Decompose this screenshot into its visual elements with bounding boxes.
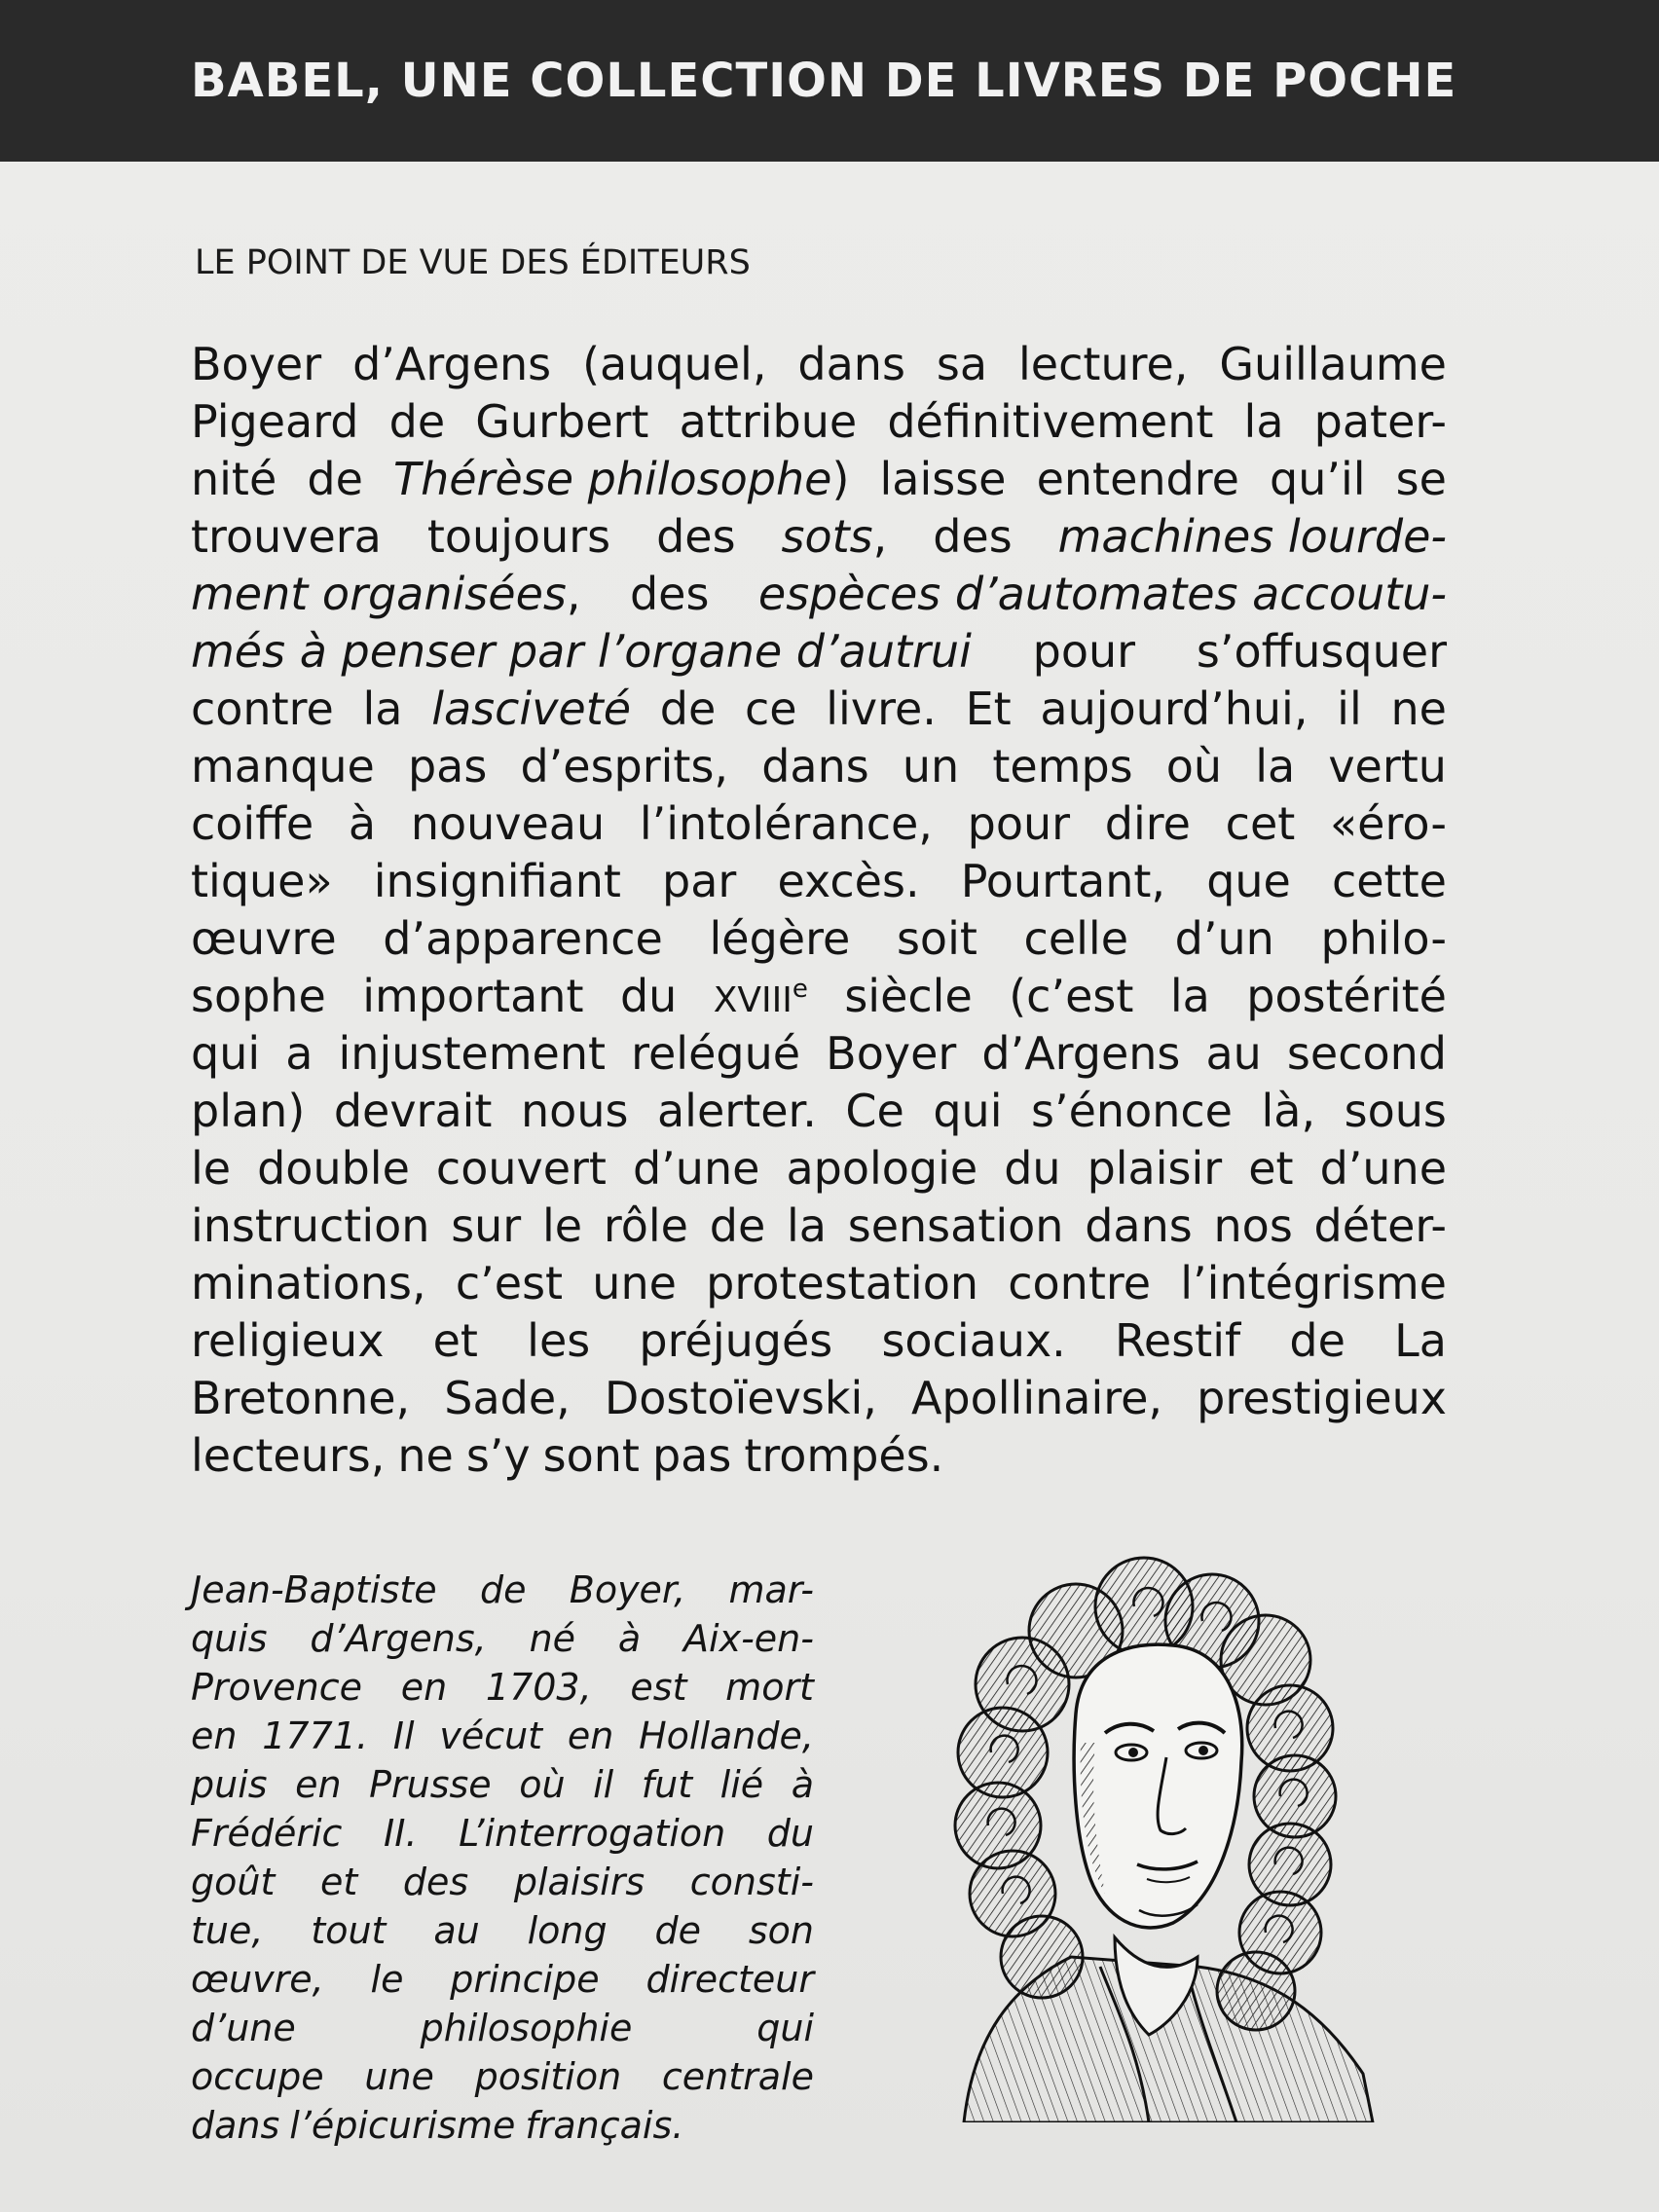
bio-line: dans l’épicurisme français. [191, 2104, 684, 2147]
section-heading: LE POINT DE VUE DES ÉDITEURS [195, 243, 751, 282]
bio-line: tue, tout au long de son [191, 1909, 814, 1952]
body-line: œuvre d’apparence légère soit celle d’un philo- [191, 912, 1447, 965]
bio-line: occupe une position centrale [191, 2055, 814, 2098]
body-line: sophe important du XVIIIe siècle (c’est la postérité [191, 970, 1447, 1022]
bio-line: Frédéric II. L’interrogation du [191, 1812, 814, 1855]
author-portrait-icon [905, 1548, 1412, 2122]
body-line: instruction sur le rôle de la sensation dans nos déter- [191, 1199, 1447, 1252]
body-line: nité de Thérèse philosophe) laisse entendre qu’il se [191, 453, 1447, 505]
collection-banner [0, 0, 1659, 162]
body-line: manque pas d’esprits, dans un temps où la vertu [191, 740, 1447, 793]
body-line: Bretonne, Sade, Dostoïevski, Apollinaire, prestigieux [191, 1372, 1447, 1424]
book-title: Thérèse philosophe [392, 453, 832, 505]
bio-line: en 1771. Il vécut en Hollande, [191, 1714, 814, 1757]
body-line: lecteurs, ne s’y sont pas trompés. [191, 1429, 944, 1482]
publisher-statement [191, 336, 1447, 1485]
bio-line: Provence en 1703, est mort [191, 1666, 814, 1709]
body-line: religieux et les préjugés sociaux. Restif de La [191, 1314, 1447, 1367]
body-line: plan) devrait nous alerter. Ce qui s’énonce là, sous [191, 1085, 1447, 1137]
century-numeral: XVIII [713, 980, 793, 1020]
body-line: contre la lasciveté de ce livre. Et aujourd’hui, il ne [191, 682, 1447, 735]
bio-line: œuvre, le principe directeur [191, 1958, 814, 2001]
body-line: ment organisées, des espèces d’automates accoutu- [191, 568, 1447, 620]
bio-line: d’une philosophie qui [191, 2007, 814, 2049]
body-line: minations, c’est une protestation contre l’intégrisme [191, 1257, 1447, 1309]
body-line: coiffe à nouveau l’intolérance, pour dire cet «éro- [191, 797, 1447, 850]
author-biography [191, 1566, 814, 2150]
body-line: Pigeard de Gurbert attribue définitivement la pater- [191, 395, 1447, 448]
body-line: tique» insignifiant par excès. Pourtant, que cette [191, 855, 1447, 907]
body-line: més à penser par l’organe d’autrui pour s’offusquer [191, 625, 1447, 678]
bio-line: quis d’Argens, né à Aix-en- [191, 1617, 814, 1660]
bio-line: Jean-Baptiste de Boyer, mar- [191, 1568, 814, 1611]
bio-line: goût et des plaisirs consti- [191, 1861, 814, 1903]
bio-line: puis en Prusse où il fut lié à [191, 1763, 814, 1806]
body-line: Boyer d’Argens (auquel, dans sa lecture, Guillaume [191, 338, 1447, 390]
body-line: qui a injustement relégué Boyer d’Argens au second [191, 1027, 1447, 1080]
body-line: le double couvert d’une apologie du plaisir et d’une [191, 1142, 1447, 1195]
body-line: trouvera toujours des sots, des machines lourde- [191, 510, 1447, 563]
banner-title: BABEL, UNE COLLECTION DE LIVRES DE POCHE [191, 54, 1457, 108]
